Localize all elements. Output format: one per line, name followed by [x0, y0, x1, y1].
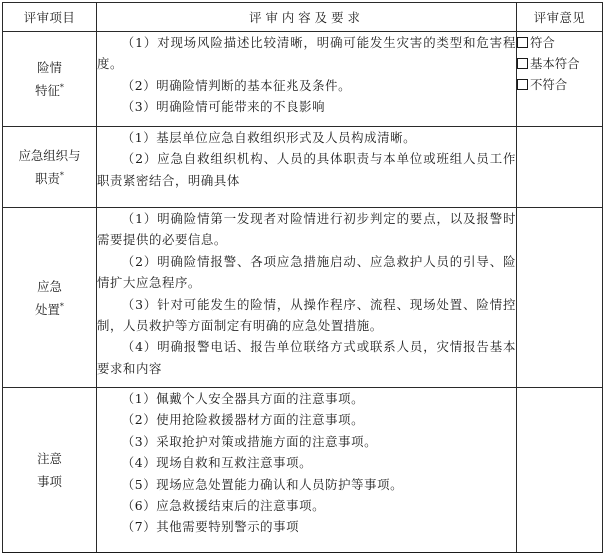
- header-content: 评审内容及要求: [97, 3, 517, 32]
- key-item-mark: *: [59, 82, 64, 92]
- content-point: （1）对现场风险描述比较清晰，明确可能发生灾害的类型和危害程度。: [97, 35, 516, 72]
- option-label: 不符合: [530, 77, 568, 92]
- option-conform[interactable]: [517, 32, 602, 53]
- review-table: [2, 2, 603, 553]
- checkbox-icon[interactable]: [517, 37, 528, 48]
- item-name-line1: 应急: [37, 278, 62, 294]
- content-point: （4）明确报警电话、报告单位联络方式或联系人员，灾情报告基本要求和内容: [97, 339, 516, 376]
- option-basically-conform[interactable]: [517, 53, 602, 74]
- content-point: （6）应急救援结束后的注意事项。: [121, 498, 326, 514]
- item-name-line2: 职责: [35, 171, 60, 186]
- item-name-cell: [3, 32, 97, 127]
- header-item: 评审项目: [3, 3, 97, 32]
- key-item-mark: *: [59, 301, 64, 311]
- content-cell: [97, 208, 517, 388]
- table-row-precautions: [3, 388, 603, 553]
- item-name-line2: 事项: [37, 474, 62, 489]
- option-label: 符合: [530, 35, 555, 50]
- table-row-danger-features: [3, 32, 603, 127]
- content-point: （2）使用抢险救援器材方面的注意事项。: [121, 412, 365, 428]
- content-point: （2）明确险情报警、各项应急措施启动、应急救护人员的引导、险情扩大应急程序。: [97, 253, 516, 291]
- opinion-cell: [517, 208, 603, 388]
- checkbox-icon[interactable]: [517, 58, 528, 69]
- item-name-line2: 处置: [35, 301, 60, 317]
- key-item-mark: *: [59, 170, 64, 180]
- opinion-cell: [517, 127, 603, 208]
- item-name-cell: [3, 127, 97, 208]
- content-point: （1）明确险情第一发现者对险情进行初步判定的要点，以及报警时需要提供的必要信息。: [97, 211, 516, 248]
- checkbox-icon[interactable]: [517, 79, 528, 90]
- header-opinion: 评审意见: [517, 3, 603, 32]
- content-cell: [97, 32, 517, 127]
- item-name-line1: 应急组织与: [18, 148, 81, 163]
- item-name-cell: [3, 388, 97, 553]
- content-point: （2）应急自救组织机构、人员的具体职责与本单位或班组人员工作职责紧密结合，明确具体: [97, 151, 516, 188]
- content-point: （1）佩戴个人安全器具方面的注意事项。: [121, 391, 365, 406]
- item-name-line2: 特征: [35, 83, 60, 98]
- content-point: （1）基层单位应急自救组织形式及人员构成清晰。: [121, 130, 417, 145]
- content-point: （3）明确险情可能带来的不良影响: [121, 99, 326, 115]
- content-cell: [97, 127, 517, 208]
- item-name-cell: [3, 208, 97, 388]
- table-row-organization: [3, 127, 603, 208]
- content-point: （3）采取抢护对策或措施方面的注意事项。: [121, 433, 378, 449]
- content-point: （3）针对可能发生的险情，从操作程序、流程、现场处置、险情控制，人员救护等方面制定有明确的应急处置措施。: [97, 296, 516, 334]
- content-point: （4）现场自救和互救注意事项。: [121, 455, 313, 471]
- opinion-cell: [517, 32, 603, 127]
- item-name-line1: 注意: [37, 451, 62, 466]
- option-not-conform[interactable]: [517, 74, 602, 95]
- table-row-response: [3, 208, 603, 388]
- header-row: [3, 3, 603, 32]
- content-point: （2）明确险情判断的基本征兆及条件。: [121, 77, 352, 93]
- opinion-cell: [517, 388, 603, 553]
- content-point: （7）其他需要特别警示的事项: [121, 519, 300, 535]
- item-name-line1: 险情: [37, 60, 62, 75]
- content-point: （5）现场应急处置能力确认和人员防护等事项。: [121, 476, 404, 492]
- content-cell: [97, 388, 517, 553]
- option-label: 基本符合: [530, 56, 580, 71]
